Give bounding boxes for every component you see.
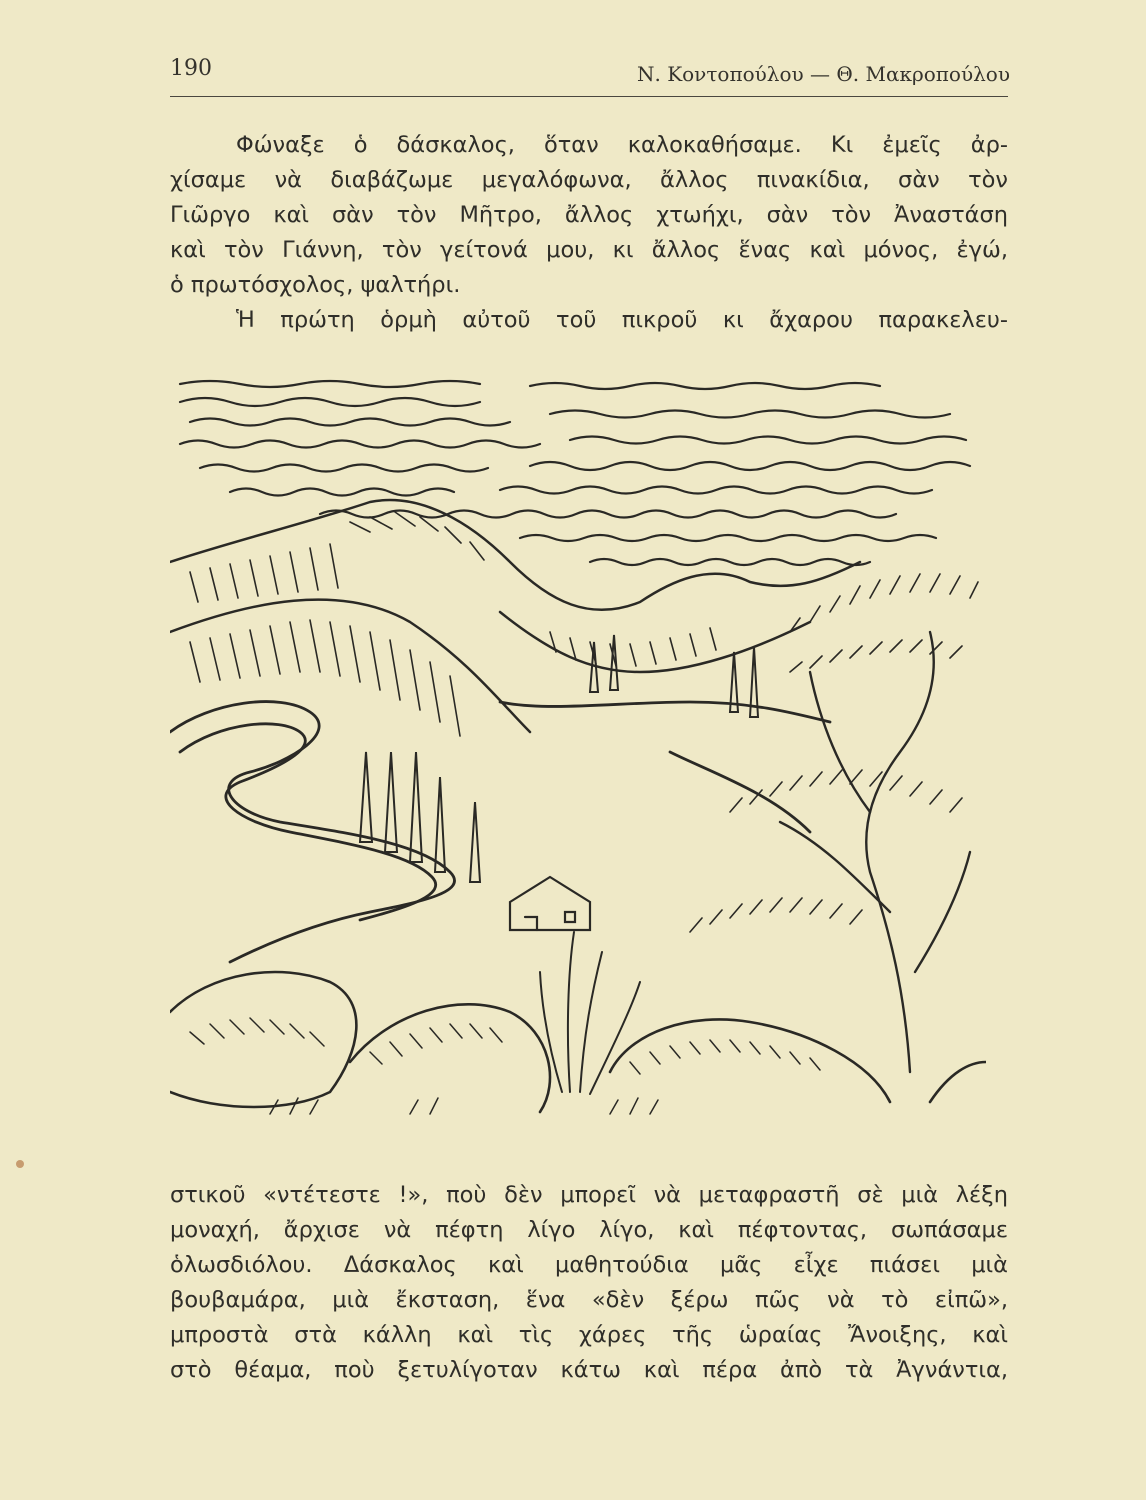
text-line: καὶ τὸν Γιάννη, τὸν γείτονά μου, κι ἄλλος ἕνας καὶ μόνος, ἐγώ,	[170, 237, 1008, 263]
foreground-hatching	[190, 1018, 820, 1114]
olive-tree	[780, 632, 970, 1072]
landscape-woodcut	[170, 372, 986, 1122]
landscape-illustration	[170, 372, 986, 1122]
text-line: μοναχή, ἄρχισε νὰ πέφτη λίγο λίγο, καὶ πέφτοντας, σωπάσαμε	[170, 1217, 1008, 1243]
sky-hatching	[180, 381, 970, 565]
text-line: Γιῶργο καὶ σὰν τὸν Μῆτρο, ἄλλος χτωήχι, σὰν τὸν Ἀναστάση	[170, 202, 1008, 228]
text-line: βουβαμάρα, μιὰ ἔκσταση, ἕνα «δὲν ξέρω πῶς νὰ τὸ εἰπῶ»,	[170, 1287, 1008, 1313]
paragraph-lower	[170, 1178, 1008, 1388]
reeds	[540, 932, 640, 1094]
farmhouse	[510, 877, 590, 930]
text-line: ὁ πρωτόσχολος, ψαλτήρι.	[170, 272, 461, 298]
text-line: στὸ θέαμα, ποὺ ξετυλίγοταν κάτω καὶ πέρα ἀπὸ τὰ Ἀγνάντια,	[170, 1357, 1008, 1383]
running-head: Ν. Κοντοπούλου — Θ. Μακροπούλου	[636, 62, 1010, 86]
paper-speck	[16, 1160, 24, 1168]
cypress-trees	[360, 635, 758, 882]
winding-road	[170, 702, 830, 962]
olive-foliage	[690, 574, 978, 932]
paragraph-upper	[170, 128, 1008, 338]
text-line: Φώναξε ὁ δάσκαλος, ὅταν καλοκαθήσαμε. Κι ἐμεῖς ἀρ-	[236, 132, 1008, 158]
foreground-rocks	[170, 972, 986, 1112]
text-line: χίσαμε νὰ διαβάζωμε μεγαλόφωνα, ἄλλος πινακίδια, σὰν τὸν	[170, 167, 1008, 193]
text-line: ὁλωσδιόλου. Δάσκαλος καὶ μαθητούδια μᾶς εἶχε πιάσει μιὰ	[170, 1252, 1008, 1278]
page-header	[170, 56, 1010, 96]
text-line: στικοῦ «ντέτεστε !», ποὺ δὲν μπορεῖ νὰ μεταφραστῆ σὲ μιὰ λέξη	[170, 1182, 1008, 1208]
page-number: 190	[170, 56, 212, 81]
text-line: μπροστὰ στὰ κάλλη καὶ τὶς χάρες τῆς ὡραίας Ἄνοιξης, καὶ	[170, 1322, 1008, 1348]
header-rule	[170, 96, 1008, 97]
text-line: Ἡ πρώτη ὁρμὴ αὐτοῦ τοῦ πικροῦ κι ἄχαρου παρακελευ-	[236, 307, 1008, 333]
